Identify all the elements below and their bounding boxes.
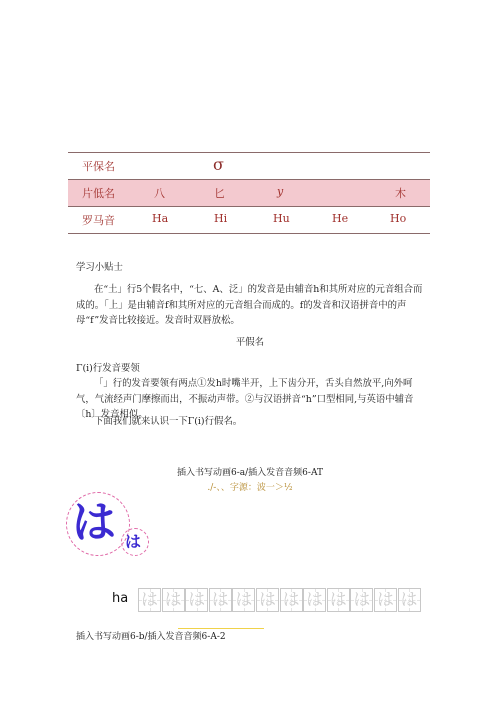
grid-cell: は	[232, 588, 255, 612]
grid-cell: は	[374, 588, 397, 612]
grid-cell: は	[303, 588, 326, 612]
table-cell: Hi	[214, 212, 228, 225]
table-row-hiragana	[68, 152, 430, 179]
kana-table	[68, 152, 430, 234]
table-cell: Ha	[152, 212, 169, 225]
bottom-caption: 插入书写动画6-b/插入发音音频6-A-2	[76, 632, 226, 642]
divider	[178, 628, 264, 629]
romaji-label: ha	[112, 591, 129, 606]
grid-cell: は	[209, 588, 232, 612]
table-cell: 八	[154, 187, 165, 200]
table-row-katakana	[68, 179, 430, 206]
tips-title: 学习小贴士	[76, 262, 123, 273]
row-header: 平保名	[82, 160, 115, 173]
tips-paragraph-3: 下面我们就来认识一下Γ(i)行假名。	[94, 416, 243, 427]
tips-subtitle: Γ(i)行发音要领	[76, 363, 140, 374]
table-cell: Hu	[273, 212, 290, 225]
table-cell: He	[332, 212, 349, 225]
grid-cell: は	[185, 588, 208, 612]
table-cell: 木	[395, 187, 406, 200]
table-cell: Ho	[390, 212, 407, 225]
row-header: 片低名	[82, 187, 115, 200]
writing-grid	[138, 588, 421, 612]
grid-cell: は	[162, 588, 185, 612]
animation-caption: 插入书写动画6-a/插入发音音频6-AT	[177, 468, 323, 478]
tips-paragraph-2: 「」行的发音要领有两点①发h时嘴半开，上下齿分开，舌头自然放平,向外呵气，气流经声门摩擦而出，不振动声带。②与汉语拼音“h”口型相同,与英语中辅音〔h〕发音相似。	[76, 378, 414, 420]
grid-cell: は	[398, 588, 421, 612]
grid-cell: は	[327, 588, 350, 612]
table-cell: σ	[213, 155, 224, 174]
grid-cell: は	[280, 588, 303, 612]
table-cell: 匕	[214, 187, 225, 200]
table-row-romaji	[68, 206, 430, 234]
grid-cell: は	[256, 588, 279, 612]
section-heading: 平假名	[235, 337, 265, 348]
grid-cell: は	[138, 588, 161, 612]
table-cell: y	[277, 185, 284, 198]
small-kana: は	[125, 532, 142, 551]
source-note: ./-、、字源：波一＞½	[207, 483, 293, 493]
row-header: 罗马音	[82, 214, 115, 227]
tips-paragraph-1: 在“土」行5个假名中，“七、A、泛」的发音是由辅音h和其所对应的元音组合而成的。「上」是由辅音f和其所对应的元音组合而成的。f的发音和汉语拼音中的声母“f”发音比较接近。发音时双唇放松。	[76, 284, 423, 326]
big-kana: は	[72, 497, 116, 548]
grid-cell: は	[350, 588, 373, 612]
